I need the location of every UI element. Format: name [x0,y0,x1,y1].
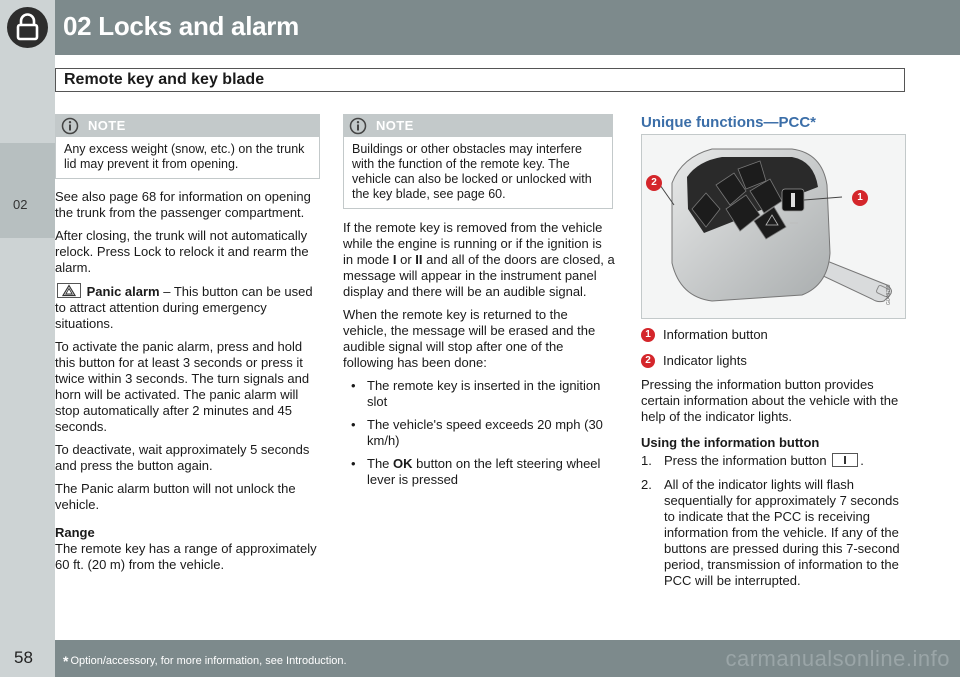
watermark: carmanualsonline.info [725,646,950,671]
legend-item [641,327,909,343]
chapter-tab [0,143,55,238]
footer-note [63,653,347,669]
paragraph: To deactivate, wait approximately 5 seconds and press the button again. [55,442,310,473]
chapter-title: 02 Locks and alarm [63,11,299,41]
paragraph: See also page 68 for information on opening the trunk from the passenger compartment. [55,189,311,220]
text-span: and all of the doors are closed, a message will appear in the instrument panel display and there will be an audible signal. [343,252,615,299]
range-text: The remote key has a range of approximately 60 ft. (20 m) from the vehicle. [55,541,317,572]
column-3 [641,327,909,597]
page-footer [0,640,960,677]
info-icon [61,117,79,135]
note-header [344,115,612,137]
footnote-text: Option/accessory, for more information, see Introduction. [70,655,347,667]
panic-paragraph [55,283,320,332]
column-2 [343,220,615,495]
remote-key-illustration [642,135,906,319]
info-icon [349,117,367,135]
legend-text: Information button [663,327,768,342]
panic-alarm-text: – This button can be used to attract attention during emergency situations. [55,284,313,331]
section-title: Remote key and key blade [64,71,265,88]
paragraph: To activate the panic alarm, press and hold this button for at least 3 seconds or press it twice within 3 seconds. The turn signals and horn will be activated. The panic alarm will stop automatically after 2 minutes and 45 seconds. [55,339,310,434]
legend-callout-2: 2 [641,354,655,368]
step-text: . [860,453,864,468]
chapter-number: 02 [13,197,28,212]
pcc-section-title: Unique functions—PCC* [641,114,816,131]
section-title-bar [55,68,905,92]
paragraph [343,220,615,300]
note-text: Any excess weight (snow, etc.) on the trunk lid may prevent it from opening. [64,142,305,171]
note-title: NOTE [88,118,126,133]
chapter-icon-box [0,0,55,55]
legend-text: Indicator lights [663,353,747,368]
text-span: button on the left steering wheel lever is pressed [367,456,601,487]
step-item [641,477,909,589]
list-item: • The remote key is inserted in the ignition slot [343,378,615,410]
ok-button-label: OK [393,456,413,471]
padlock-icon [7,7,48,48]
page-number: 58 [14,648,33,667]
info-button-icon [832,453,858,467]
step-item [641,453,909,469]
chapter-sidebar [0,55,55,640]
paragraph: When the remote key is returned to the vehicle, the message will be erased and the audible signal will stop after one of the following has been done: [343,307,596,370]
note-box-remote [343,114,613,209]
legend-item [641,353,909,369]
paragraph: Pressing the information button provides certain information about the vehicle with the help of the indicator lights. [641,377,899,424]
footnote-star: * [63,653,69,669]
range-heading: Range [55,525,95,540]
remote-key-figure [641,134,906,319]
column-1 [55,189,320,580]
panic-alarm-label: Panic alarm [86,284,160,299]
paragraph: After closing, the trunk will not automatically relock. Press Lock to relock it and rearm the alarm. [55,228,309,275]
subsection-heading: Using the information button [641,435,820,450]
note-box-trunk [55,114,320,179]
page-header [0,0,960,55]
text-span: or [396,252,416,267]
note-header [56,115,319,137]
step-text: Press the information button [664,453,831,468]
callout-1: 1 [852,190,868,206]
text-span: If the remote key is removed from the vehicle while the engine is running or if the ignition is in mode [343,220,603,267]
note-title: NOTE [376,118,414,133]
page-number-box [0,640,55,677]
list-item [343,456,615,488]
step-number: 2. [641,477,652,492]
legend-callout-1: 1 [641,328,655,342]
list-item: • The vehicle's speed exceeds 20 mph (30 km/h) [343,417,615,449]
callout-2: 2 [646,175,662,191]
step-number: 1. [641,453,652,468]
figure-code: G043799 [886,284,892,305]
text-span: The [367,456,394,471]
note-text: Buildings or other obstacles may interfere with the function of the remote key. The vehicle can also be locked or unlocked with the key blade, see page 60. [352,142,592,201]
warning-triangle-icon [57,283,81,298]
ignition-mode-i: I [392,252,397,267]
step-text: All of the indicator lights will flash sequentially for approximately 7 seconds to indicate that the PCC is receiving information from the vehicle. If any of the buttons are pressed during this 7-second period, transmission of information to the PCC will be interrupted. [664,477,900,588]
ignition-mode-ii: II [415,252,423,267]
paragraph: The Panic alarm button will not unlock the vehicle. [55,481,296,512]
